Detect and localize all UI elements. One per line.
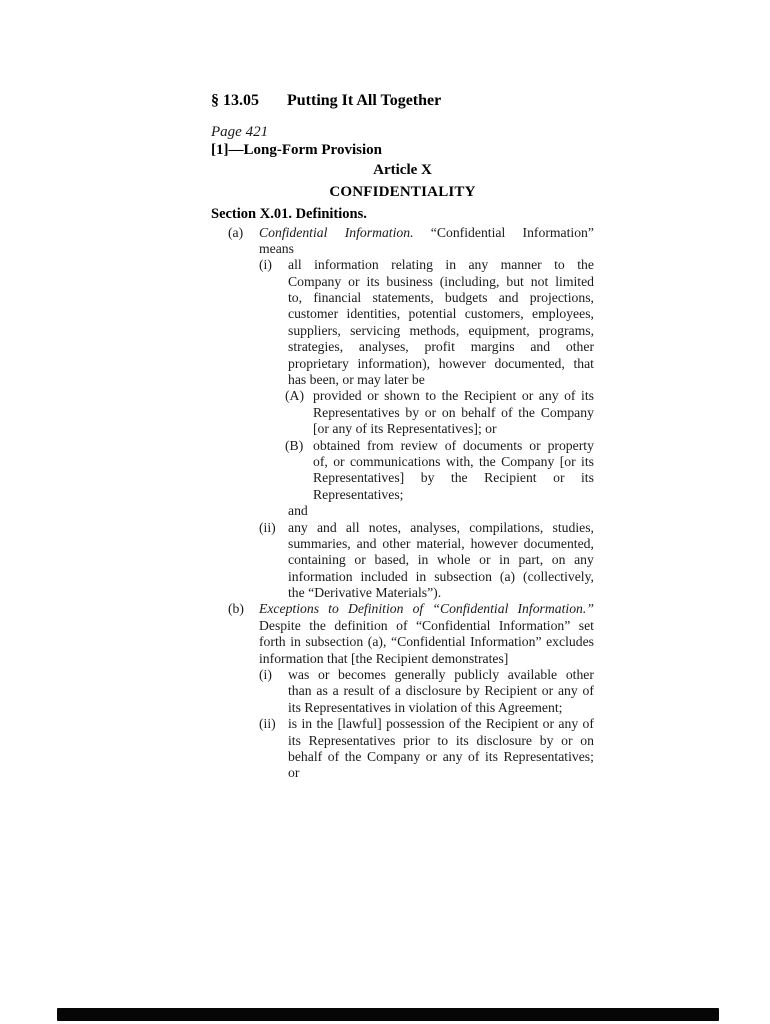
text-line: and (288, 503, 308, 519)
chapter-title: Putting It All Together (287, 92, 442, 109)
item-marker: (ii) (259, 519, 276, 535)
text-line: behalf of the Company or any of its Representatives; (288, 749, 594, 764)
text-line: means (259, 240, 294, 256)
text-line: provided or shown to the Recipient or any of its (313, 388, 594, 404)
item-text (259, 225, 594, 258)
provision-heading: [1]—Long-Form Provision (211, 141, 382, 158)
item-text (259, 601, 594, 667)
text-line: forth in subsection (a), “Confidential Information” excludes (259, 634, 594, 650)
text-line: or (288, 765, 300, 781)
list-item-ii (211, 716, 594, 782)
item-marker: (ii) (259, 716, 276, 732)
list-item-b (211, 601, 594, 667)
text-line: Representatives by or on behalf of the Company (313, 404, 594, 420)
text-line: information included in subsection (a) (collectively, (288, 568, 594, 584)
text-line: Despite the definition of “Confidential Information” set (259, 617, 594, 633)
text-line: its Representatives in violation of this Agreement; (288, 699, 563, 715)
text-line: to, financial statements, budgets and projections, (288, 290, 594, 306)
content-column (211, 0, 594, 782)
text-line: Exceptions to Definition of “Confidential Information.” (259, 601, 594, 617)
item-marker: (i) (259, 667, 272, 683)
list-item-ii (211, 520, 594, 602)
page-reference: Page 421 (211, 124, 269, 140)
item-text (288, 503, 594, 519)
list-item-a (211, 225, 594, 258)
text-line: proprietary information), however documented, that (288, 355, 594, 371)
text-line: strategies, analyses, profit margins and other (288, 339, 594, 355)
text-line: than as a result of a disclosure by Recipient or any of (288, 683, 594, 699)
text-line: obtained from review of documents or property (313, 437, 594, 453)
article-title: Article X (373, 162, 432, 178)
text-line: Company or its business (including, but not limited (288, 273, 594, 289)
text-line: the “Derivative Materials”). (288, 585, 442, 601)
text-line: was or becomes generally publicly available other (288, 667, 594, 683)
item-text (313, 438, 594, 504)
list-item-continuation (211, 503, 594, 519)
text-line: is in the [lawful] possession of the Recipient or any of (288, 716, 594, 732)
text-line: any and all notes, analyses, compilations, studies, (288, 519, 594, 535)
item-text (288, 257, 594, 388)
item-text (288, 716, 594, 782)
item-marker: (A) (285, 388, 305, 404)
text-line: its Representatives prior to its disclosure by or on (288, 732, 594, 748)
text-line: Representatives; (313, 486, 404, 502)
section-heading: Section X.01. Definitions. (211, 205, 367, 222)
text-line: customer identities, potential customers, employees, (288, 306, 594, 322)
article-subtitle: CONFIDENTIALITY (329, 184, 476, 200)
scan-artifact-bar (57, 1008, 719, 1021)
list-item-B (211, 438, 594, 504)
item-text (288, 667, 594, 716)
item-text (313, 388, 594, 437)
text-line: all information relating in any manner to the (288, 257, 594, 273)
item-marker: (a) (228, 224, 244, 240)
text-line: [or any of its Representatives]; or (313, 421, 497, 437)
list-item-i (211, 257, 594, 388)
item-marker: (B) (285, 437, 304, 453)
chapter-number: § 13.05 (211, 92, 259, 109)
item-marker: (i) (259, 257, 272, 273)
item-text (288, 520, 594, 602)
list-item-i (211, 667, 594, 716)
chapter-heading (211, 91, 594, 110)
text-line: of, or communications with, the Company [or its (313, 453, 594, 469)
text-line: Confidential Information. “Confidential Information” (259, 224, 594, 240)
list-item-A (211, 388, 594, 437)
text-line: information that [the Recipient demonstrates] (259, 650, 509, 666)
text-line: summaries, and other material, however documented, (288, 535, 594, 551)
text-line: containing or based, in whole or in part, on any (288, 552, 594, 568)
text-line: has been, or may later be (288, 372, 425, 388)
item-marker: (b) (228, 601, 244, 617)
text-line: suppliers, servicing methods, equipment, programs, (288, 322, 594, 338)
provision-list (211, 225, 594, 782)
text-line: Representatives] by the Recipient or its (313, 470, 594, 486)
